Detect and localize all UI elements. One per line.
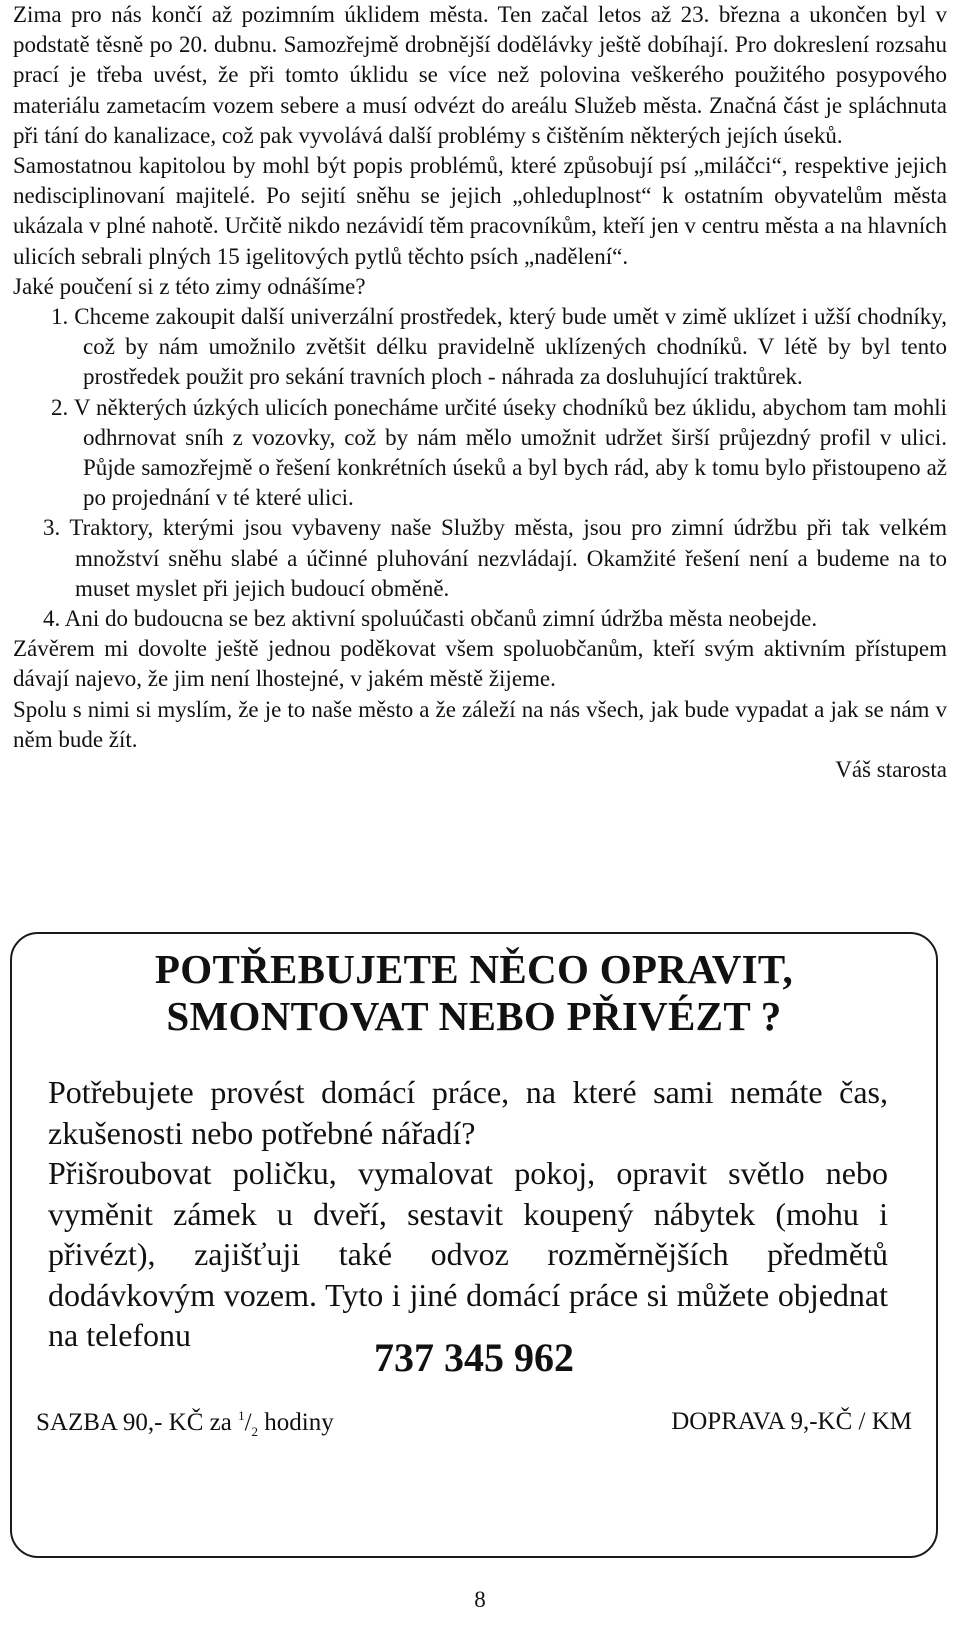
article-paragraph-1: Zima pro nás končí až pozimním úklidem města. Ten začal letos až 23. března a ukončen byl v podstatě těsně po 20. dubnu. Samozřejmě drobnější dodělávky ještě dobíhají. Pro dokreslení rozsahu prací je třeba uvést, že při tomto úklidu se více než polovina veškerého použitého posypového materiálu zametacím vozem sebere a musí odvézt do areálu Služeb města. Značná část je spláchnuta při tání do kanalizace, což pak vyvolává další problémy s čištěním některých jejích úseků. bbox=[13, 2, 947, 148]
list-item: 1. Chceme zakoupit další univerzální prostředek, který bude umět v zimě uklízet i užší chodníky, což by nám umožnilo zvětšit délku pravidelně uklízených chodníků. V létě by byl tento prostředek použit pro sekání travních ploch - náhrada za dosluhující traktůrek. bbox=[51, 304, 947, 390]
ad-headline bbox=[12, 946, 936, 1040]
ad-hourly-rate bbox=[36, 1408, 334, 1440]
list-item: 3. Traktory, kterými jsou vybaveny naše Služby města, jsou pro zimní údržbu při tak velkém množství sněhu slabé a účinné pluhování nezvládají. Okamžité řešení není a budeme na to muset myslet při jejich budoucí obměně. bbox=[43, 515, 947, 601]
ad-phone-number: 737 345 962 bbox=[374, 1335, 574, 1380]
ad-body-paragraph-1: Potřebujete provést domácí práce, na které sami nemáte čas, zkušenosti nebo potřebné nářadí? bbox=[48, 1074, 888, 1151]
signature: Váš starosta bbox=[835, 757, 947, 783]
ad-rate-suffix: hodiny bbox=[258, 1409, 334, 1436]
page-number: 8 bbox=[474, 1587, 486, 1612]
ad-headline-line-2: SMONTOVAT NEBO PŘIVÉZT ? bbox=[166, 993, 782, 1039]
article bbox=[13, 0, 947, 785]
ad-rate-prefix: SAZBA 90,- KČ za bbox=[36, 1409, 239, 1436]
ad-rate-fraction-slash: / bbox=[244, 1409, 252, 1436]
article-paragraph-final: Spolu s nimi si myslím, že je to naše město a že záleží na nás všech, jak bude vypadat a jak se nám v něm bude žít. bbox=[13, 696, 947, 752]
advertisement-box bbox=[10, 932, 938, 1558]
ad-body bbox=[48, 1072, 888, 1356]
ad-transport-rate: DOPRAVA 9,-KČ / KM bbox=[671, 1408, 912, 1435]
ad-rate-fraction-denominator: 2 bbox=[251, 1424, 259, 1439]
list-item: 4. Ani do budoucna se bez aktivní spoluúčasti občanů zimní údržba města neobejde. bbox=[43, 606, 818, 632]
list-item: 2. V některých úzkých ulicích ponecháme určité úseky chodníků bez úklidu, abychom tam mohli odhrnovat sníh z vozovky, což by nám mělo umožnit udržet širší průjezdný profil v ulici. Půjde samozřejmě o řešení konkrétních úseků a byl bych rád, aby k tomu bylo přistoupeno až po projednání v té které ulici. bbox=[51, 394, 947, 511]
ad-rate-fraction-numerator: 1 bbox=[238, 1408, 245, 1423]
article-paragraph-2: Samostatnou kapitolou by mohl být popis problémů, které způsobují psí „miláčci“, respektive jejich nedisciplinovaní majitelé. Po sejití sněhu se jejich „ohleduplnost“ k ostatním obyvatelům města ukázala v plné nahotě. Určitě nikdo nezávidí těm pracovníkům, kteří jen v centru města a na hlavních ulicích sebrali plných 15 igelitových pytlů těchto psích „nadělení“. bbox=[13, 153, 947, 269]
ad-body-paragraph-2: Přišroubovat poličku, vymalovat pokoj, opravit světlo nebo vyměnit zámek u dveří, sestavit koupený nábytek (mohu i přivézt), zajišťuji také odvoz rozměrnějších předmětů dodávkovým vozem. Tyto i jiné domácí práce si můžete objednat na telefonu bbox=[48, 1155, 888, 1353]
article-paragraph-closing: Závěrem mi dovolte ještě jednou poděkovat všem spoluobčanům, kteří svým aktivním přístupem dávají najevo, že jim není lhostejné, v jakém městě žijeme. bbox=[13, 636, 947, 692]
article-list bbox=[13, 302, 947, 634]
article-question: Jaké poučení si z této zimy odnášíme? bbox=[13, 273, 366, 299]
ad-headline-line-1: POTŘEBUJETE NĚCO OPRAVIT, bbox=[154, 946, 794, 992]
